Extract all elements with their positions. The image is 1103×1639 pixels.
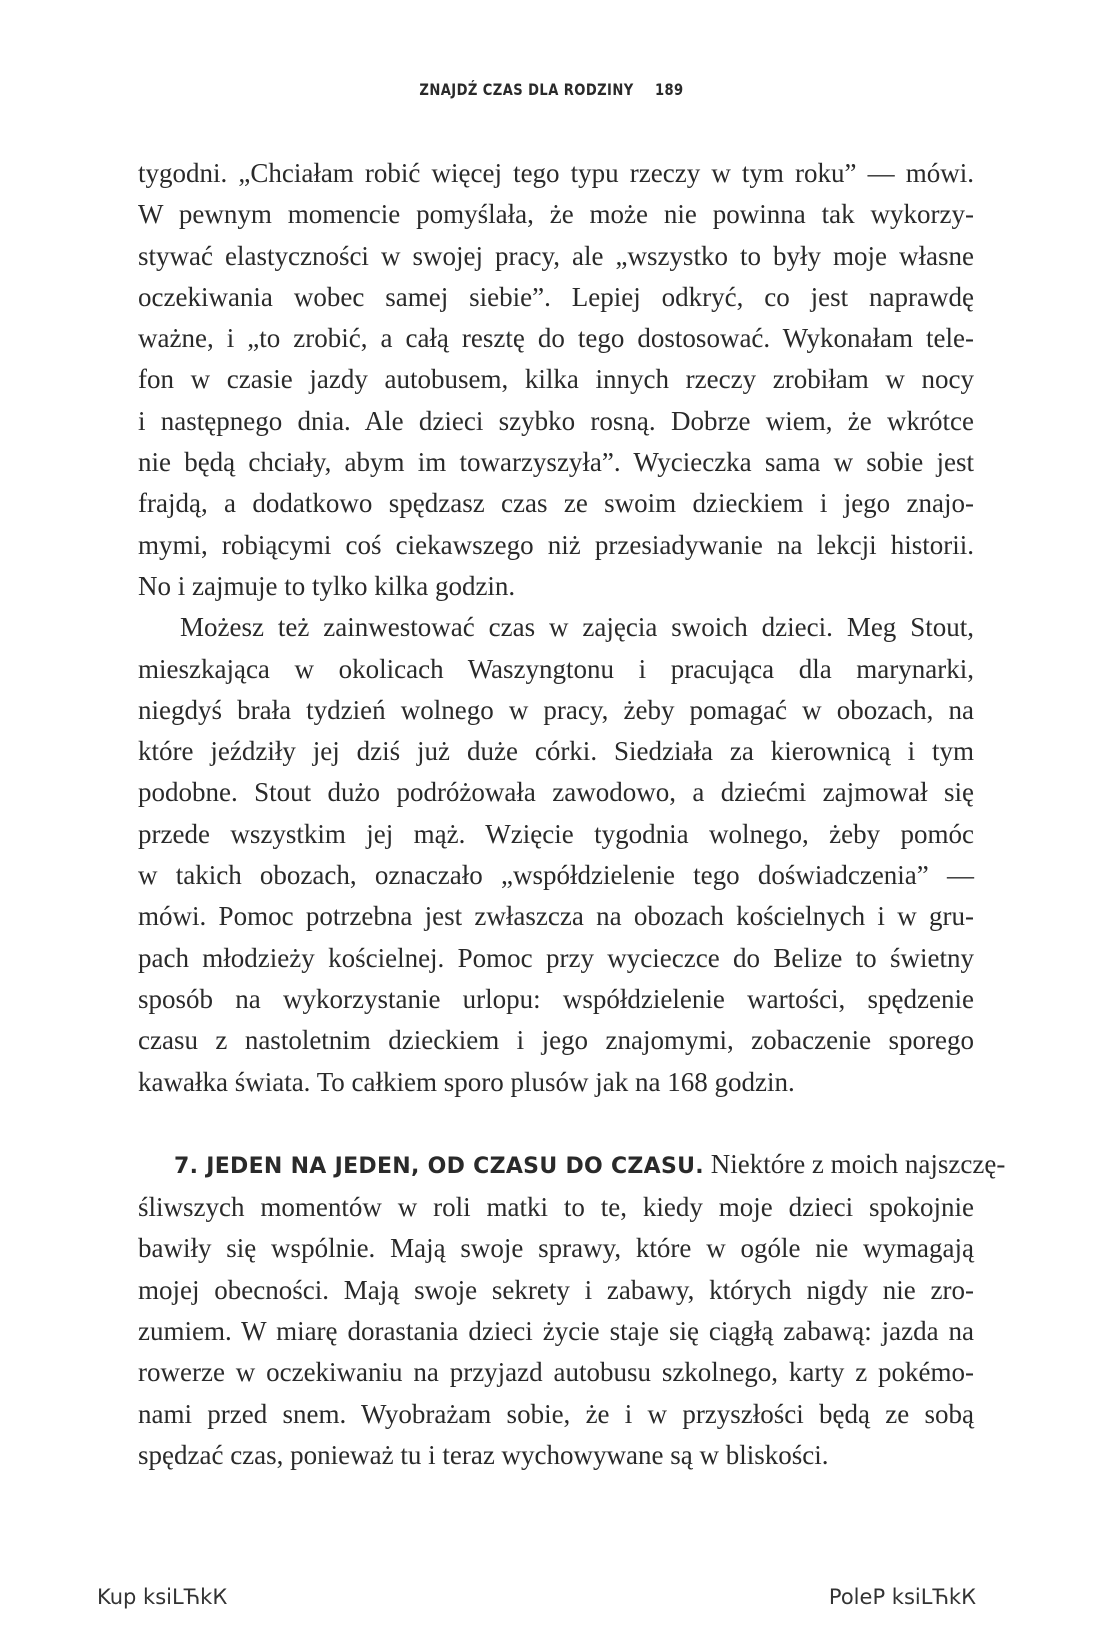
text-line: No i zajmuje to tylko kilka godzin. — [138, 570, 516, 601]
text-line: stywać elastyczności w swojej pracy, ale „wszystko to były moje własne — [138, 240, 974, 271]
running-head — [99, 80, 1003, 99]
chapter-title: ZNAJDŹ CZAS DLA RODZINY — [419, 80, 634, 99]
text-line: pach młodzieży kościelnej. Pomoc przy wycieczce do Belize to świetny — [138, 942, 974, 973]
text-line: nami przed snem. Wyobrażam sobie, że i w przyszłości będą ze sobą — [138, 1398, 974, 1429]
text-line: W pewnym momencie pomyślała, że może nie powinna tak wykorzy- — [138, 199, 974, 230]
text-line: rowerze w oczekiwaniu na przyjazd autobusu szkolnego, karty z pokémo- — [138, 1357, 974, 1388]
text-line: Możesz też zainwestować czas w zajęcia swoich dzieci. Meg Stout, — [180, 612, 974, 643]
section-first-line — [138, 1144, 1006, 1187]
text-line: podobne. Stout dużo podróżowała zawodowo, a dziećmi zajmował się — [138, 777, 974, 808]
text-line: frajdą, a dodatkowo spędzasz czas ze swoim dzieckiem i jego znajo- — [138, 488, 974, 519]
text-line: przede wszystkim jej mąż. Wzięcie tygodnia wolnego, żeby pomóc — [138, 818, 974, 849]
section-first-line-text: Niektóre z moich najszczę- — [703, 1148, 1006, 1179]
text-line: zumiem. W miarę dorastania dzieci życie staje się ciągłą zabawą: jazda na — [138, 1316, 974, 1347]
text-line: sposób na wykorzystanie urlopu: współdzielenie wartości, spędzenie — [138, 983, 974, 1014]
text-line: w takich obozach, oznaczało „współdzielenie tego doświadczenia” — — [138, 860, 974, 891]
text-line: fon w czasie jazdy autobusem, kilka innych rzeczy zrobiłam w nocy — [138, 364, 974, 395]
text-line: kawałka świata. To całkiem sporo plusów jak na 168 godzin. — [138, 1066, 795, 1097]
paragraph-2 — [138, 607, 974, 1103]
text-line: mówi. Pomoc potrzebna jest zwłaszcza na obozach kościelnych i w gru- — [138, 901, 974, 932]
text-line: tygodni. „Chciałam robić więcej tego typu rzeczy w tym roku” — mówi. — [138, 158, 974, 188]
text-line: ważne, i „to zrobić, a całą resztę do tego dostosować. Wykonałam tele- — [138, 323, 974, 354]
text-line: bawiły się wspólnie. Mają swoje sprawy, które w ogóle nie wymagają — [138, 1233, 974, 1264]
text-line: niegdyś brała tydzień wolnego w pracy, żeby pomagać w obozach, na — [138, 694, 974, 725]
text-line: i następnego dnia. Ale dzieci szybko rosną. Dobrze wiem, że wkrótce — [138, 405, 974, 436]
text-line: śliwszych momentów w roli matki to te, kiedy moje dzieci spokojnie — [138, 1192, 974, 1223]
text-line: nie będą chciały, abym im towarzyszyła”. Wycieczka sama w sobie jest — [138, 447, 974, 478]
body-text — [138, 153, 1006, 1476]
page-number: 189 — [654, 80, 684, 99]
buy-book-link[interactable]: Kup ksiLЋkК — [97, 1585, 228, 1609]
text-line: mieszkająca w okolicach Waszyngtonu i pracująca dla marynarki, — [138, 653, 974, 684]
text-line: oczekiwania wobec samej siebie”. Lepiej odkryć, co jest naprawdę — [138, 281, 974, 312]
text-line: spędzać czas, ponieważ tu i teraz wychowywane są w bliskości. — [138, 1439, 829, 1470]
recommend-book-link[interactable]: PoleР ksiLЋkК — [828, 1585, 976, 1609]
section-7 — [138, 1144, 1006, 1476]
paragraph-1 — [138, 153, 974, 607]
text-line: mojej obecności. Mają swoje sekrety i zabawy, których nigdy nie zro- — [138, 1274, 974, 1305]
text-line: mymi, robiącymi coś ciekawszego niż przesiadywanie na lekcji historii. — [138, 529, 974, 560]
text-line: czasu z nastoletnim dzieckiem i jego znajomymi, zobaczenie sporego — [138, 1025, 974, 1056]
text-line: które jeździły jej dziś już duże córki. Siedziała za kierownicą i tym — [138, 736, 974, 767]
section-heading: 7. JEDEN NA JEDEN, OD CZASU DO CZASU. — [174, 1153, 704, 1179]
